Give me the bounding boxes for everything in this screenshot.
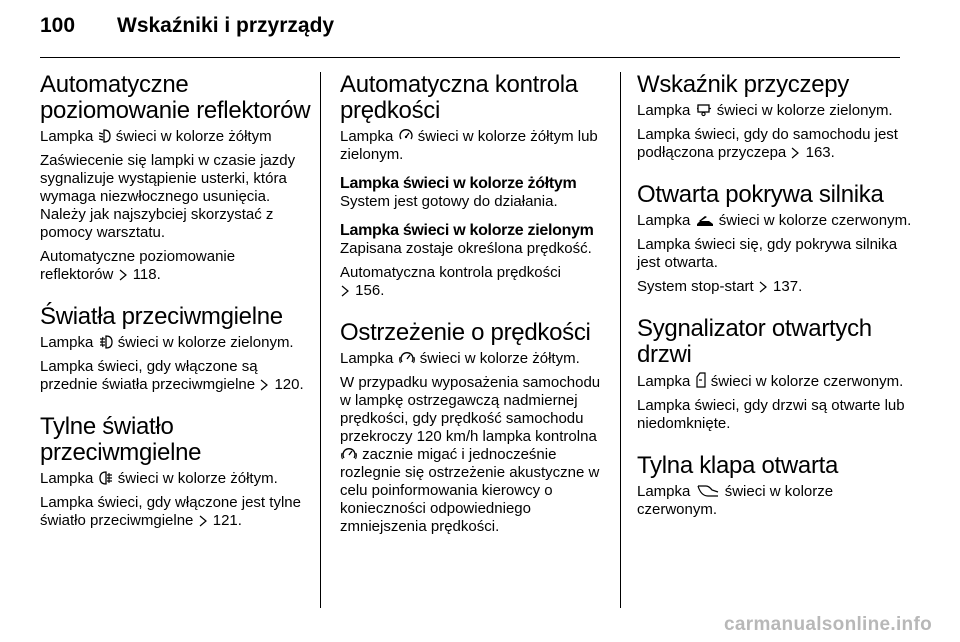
paragraph: Zapisana zostaje określona prędkość.	[340, 240, 592, 257]
column-divider-2	[620, 72, 621, 608]
paragraph: System jest gotowy do działania.	[340, 193, 558, 210]
paragraph: Lampka świeci się, gdy pokrywa silnika jest otwarta.	[637, 236, 898, 271]
page-reference[interactable]: 137.	[773, 278, 803, 295]
open-hood-icon	[696, 215, 714, 227]
section-title-headlight-leveling: Automatyczne poziomowanie reflektorów	[40, 71, 311, 124]
section-title-cruise-control: Automatyczna kontrola prędkości	[340, 71, 578, 124]
page-reference-arrow-icon	[341, 285, 350, 297]
page-title: Wskaźniki i przyrządy	[117, 14, 335, 37]
paragraph: Zaświecenie się lampki w czasie jazdy sygnalizuje wystąpienie usterki, która wymaga niezwłocznego usunięcia. Należy jak najszybciej skorzystać z pomocy warsztatu.	[40, 152, 296, 241]
paragraph: Lampka świeci, gdy włączone są przednie światła przeciwmgielne 120.	[40, 358, 304, 393]
section-title-open-door: Sygnalizator otwartych drzwi	[637, 315, 872, 368]
paragraph: Lampka świeci w kolorze żółtym.	[40, 470, 278, 487]
paragraph: Lampka świeci w kolorze zielonym.	[637, 102, 893, 119]
trailer-icon	[696, 103, 712, 117]
page-reference-arrow-icon	[791, 147, 800, 159]
paragraph: System stop-start 137.	[637, 278, 803, 295]
paragraph: Automatyczne poziomowanie reflektorów 118.	[40, 248, 236, 283]
section-title-speed-warning: Ostrzeżenie o prędkości	[340, 319, 591, 346]
front-fog-light-icon	[99, 335, 113, 349]
page-reference-arrow-icon	[119, 269, 128, 281]
section-title-open-hood: Otwarta pokrywa silnika	[637, 181, 884, 208]
section-title-rear-fog: Tylne światło przeciwmgielne	[40, 413, 202, 466]
page-reference[interactable]: 163.	[805, 144, 835, 161]
page-reference-arrow-icon	[260, 379, 269, 391]
cruise-control-icon	[399, 129, 413, 143]
column-2	[340, 72, 606, 542]
page-reference-arrow-icon	[199, 515, 208, 527]
page-reference[interactable]: 121.	[212, 512, 242, 529]
rear-fog-light-icon	[99, 471, 113, 485]
paragraph: Lampka świeci w kolorze czerwonym.	[637, 212, 912, 229]
section-title-trailer: Wskaźnik przyczepy	[637, 71, 849, 98]
paragraph: Lampka świeci w kolorze żółtym.	[340, 350, 580, 367]
page-number: 100	[40, 14, 76, 37]
watermark: carmanualsonline.info	[724, 614, 932, 635]
subheading-green: Lampka świeci w kolorze zielonym	[340, 222, 594, 239]
page-reference[interactable]: 118.	[132, 266, 161, 283]
headlight-leveling-icon	[99, 129, 111, 143]
column-divider-1	[320, 72, 321, 608]
open-door-icon	[696, 372, 706, 388]
subheading-yellow: Lampka świeci w kolorze żółtym	[340, 175, 577, 192]
paragraph: Lampka świeci w kolorze czerwonym.	[637, 373, 904, 390]
page-reference-arrow-icon	[759, 281, 768, 293]
column-1	[40, 72, 312, 536]
column-3	[637, 72, 912, 525]
paragraph: Lampka świeci, gdy włączone jest tylne światło przeciwmgielne 121.	[40, 494, 301, 529]
paragraph: Lampka świeci, gdy do samochodu jest podłączona przyczepa 163.	[637, 126, 898, 161]
paragraph: Lampka świeci w kolorze czerwonym.	[637, 483, 834, 518]
page-reference[interactable]: 156.	[355, 282, 385, 299]
speed-warning-icon	[341, 447, 357, 461]
paragraph: W przypadku wyposażenia samochodu w lampkę ostrzegawczą nadmiernej prędkości, gdy prędkość samochodu przekroczy 120 km/h lampka kontrolna zacznie migać i jednocześnie rozlegnie się ostrzeżenie akustyczne w celu poinformowania kierowcy o konieczności odpowiedniego zmniejszenia prędkości.	[340, 374, 601, 535]
paragraph: Lampka świeci w kolorze żółtym lub zielonym.	[340, 128, 598, 163]
section-title-open-tailgate: Tylna klapa otwarta	[637, 452, 839, 479]
paragraph: Automatyczna kontrola prędkości 156.	[340, 264, 561, 299]
header-divider	[40, 57, 900, 58]
paragraph: Lampka świeci w kolorze zielonym.	[40, 334, 294, 351]
open-tailgate-icon	[696, 484, 720, 498]
paragraph: Lampka świeci, gdy drzwi są otwarte lub niedomknięte.	[637, 397, 905, 432]
paragraph: Lampka świeci w kolorze żółtym	[40, 128, 272, 145]
section-title-front-fog: Światła przeciwmgielne	[40, 303, 283, 330]
speed-warning-icon	[399, 351, 415, 365]
page-reference[interactable]: 120.	[274, 376, 304, 393]
